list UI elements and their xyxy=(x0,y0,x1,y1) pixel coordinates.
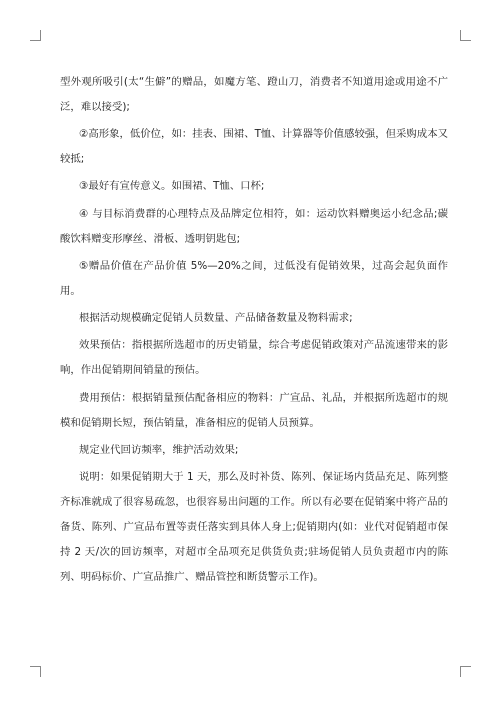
page-corner-mark-top-right xyxy=(460,30,471,41)
paragraph-staffing-and-stock: 根据活动规模确定促销人员数量、产品储备数量及物料需求; xyxy=(79,312,353,325)
paragraph-gift-value-range: ⑤赠品价值在产品价值 5%—20%之间，过低没有促销效果，过高会起负面作用。 xyxy=(60,259,448,297)
page-corner-mark-bottom-left xyxy=(30,666,41,677)
paragraph-high-image-low-price: ②高形象，低价位，如：挂表、围裙、T恤、计算器等价值感较强，但采购成本又较抵; xyxy=(60,128,448,166)
paragraph-continued-gift-appeal: 型外观所吸引(太“生僻”的赠品，如魔方笔、蹬山刀，消费者不知道用途或用途不广泛，难以接受); xyxy=(60,76,448,113)
paragraph-cost-estimate: 费用预估：根据销量预估配备相应的物料：广宣品、礼品，并根据所选超市的规模和促销期长短，预估销量，准备相应的促销人员预算。 xyxy=(60,391,448,429)
page-corner-mark-top-left xyxy=(30,30,41,41)
paragraph-effect-estimate: 效果预估：指根据所选超市的历史销量，综合考虑促销政策对产品流速带来的影响，作出促销期间销量的预估。 xyxy=(60,339,448,377)
paragraph-explanation: 说明：如果促销期大于 1 天，那么及时补货、陈列、保证场内货品充足、陈列整齐标准就成了很容易疏忽，也很容易出问题的工作。所以有必要在促销案中将产品的备货、陈列、广宣品布置等责任落实到具体人身上;促销期内(如：业代对促销超市保持 2 天/次的回访频率，对超市全品项充足供货负责;驻场促销人员负责超市内的陈列、明码标价、广宣品推广、赠品管控和断货警示工作)。 xyxy=(60,471,448,583)
paragraph-promotional-meaning: ③最好有宣传意义。如围裙、T恤、口杯; xyxy=(79,180,265,193)
paragraph-target-consumer-fit: ④ 与目标消费群的心理特点及品牌定位相符，如：运动饮料赠奥运小纪念品;碳酸饮料赠变形摩丝、滑板、透明钥匙包; xyxy=(60,207,448,245)
paragraph-revisit-frequency: 规定业代回访频率，维护活动效果; xyxy=(79,443,239,456)
page-corner-mark-bottom-right xyxy=(460,666,471,677)
document-body xyxy=(60,70,448,592)
